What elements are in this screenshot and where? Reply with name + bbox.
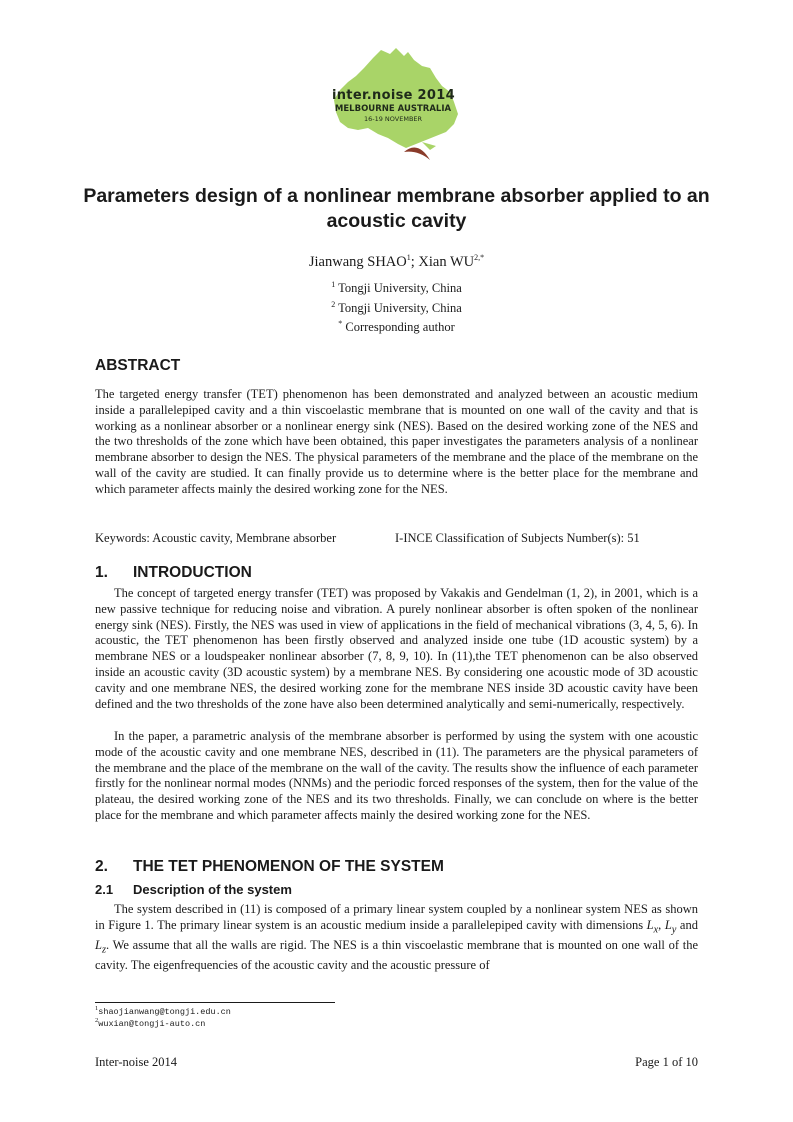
- paragraph: In the paper, a parametric analysis of the membrane absorber is performed by using the system with one acoustic mode of the acoustic cavity and one membrane NES, described in (11). The parameters are the physical parameters of the membrane and the place of the membrane on the wall of the cavity. The results show the influence of each parameter firstly for the nonlinear normal modes (NNMs) and the periodic forced responses of the system, then for the value of the plateau, the desired working zone of the NES and its two thresholds. Finally, we can conclude on where is the better place for the membrane and which parameter affects mainly the desired working zone for the NES.: [95, 729, 698, 822]
- math-symbol: L: [646, 917, 654, 932]
- affiliation-mark: 2: [331, 299, 336, 309]
- affiliation-text: Tongji University, China: [338, 301, 462, 315]
- section-title: INTRODUCTION: [133, 564, 252, 581]
- conference-logo: [318, 44, 468, 166]
- affiliation: [60, 281, 733, 296]
- footnote-mark: 2: [95, 1017, 99, 1025]
- math-subscript: y: [671, 924, 677, 936]
- footnote-divider: [95, 1002, 335, 1003]
- paper-title: Parameters design of a nonlinear membrane absorber applied to an acoustic cavity: [83, 185, 710, 232]
- affiliation: [60, 301, 733, 316]
- paragraph-text: and: [676, 917, 698, 932]
- logo-location: MELBOURNE AUSTRALIA: [334, 104, 452, 114]
- paragraph-text: . We assume that all the walls are rigid. The NES is a thin viscoelastic membrane that is mounted on one wall of the cavity. The eigenfrequencies of the acoustic cavity and the acoustic pressure of: [95, 938, 698, 973]
- section-number: 1.: [95, 564, 108, 581]
- keywords-line: [95, 531, 715, 546]
- logo-dates: 16-19 NOVEMBER: [363, 115, 423, 123]
- math-subscript: x: [653, 924, 659, 936]
- footer-conference: Inter-noise 2014: [95, 1055, 178, 1069]
- author-affiliation-mark: 1: [406, 253, 411, 263]
- paragraph: [95, 902, 698, 974]
- section-heading: [95, 858, 444, 876]
- affiliation: [60, 320, 733, 335]
- section-number: 2.: [95, 858, 108, 875]
- affiliation-text: Corresponding author: [345, 320, 455, 334]
- affiliation-mark: *: [338, 318, 343, 328]
- footer-page-number: Page 1 of 10: [635, 1055, 698, 1069]
- keywords: Keywords: Acoustic cavity, Membrane absorber: [95, 531, 337, 545]
- footnote-email: wuxian@tongji-auto.cn: [98, 1019, 206, 1029]
- subsection-title: Description of the system: [133, 882, 292, 897]
- footnote: [95, 1007, 231, 1017]
- section-title: THE TET PHENOMENON OF THE SYSTEM: [133, 858, 444, 875]
- paragraph-text: ,: [658, 917, 665, 932]
- author-name: Xian WU: [418, 254, 475, 270]
- paragraph-text: The system described in (11) is composed of a primary linear system coupled by a nonlinear system NES as shown in Figure 1. The primary linear system is an acoustic medium inside a parallelepiped cavity with dimensions: [95, 902, 698, 932]
- paragraph: The concept of targeted energy transfer (TET) was proposed by Vakakis and Gendelman (1, 2), in 2001, which is a new passive technique for reducing noise and vibration. A purely nonlinear absorber is often spoken of the nonlinear energy sink (NES). Firstly, the NES was used in view of applications in the field of mechanical vibrations (3, 4, 5, 6). In acoustic, the TET phenomenon has been firstly observed and analyzed inside one tube (1D acoustic system) by a membrane NES or a loudspeaker nonlinear absorber (7, 8, 9, 10). In (11),the TET phenomenon can be also observed inside an acoustic cavity (3D acoustic system) by a membrane NES. By considering one acoustic mode of 3D acoustic cavity and one membrane NES, the desired working zone for the membrane NES inside 3D acoustic cavity have been defined and the two thresholds of the zone have also been determined analytically and semi-numerically, respectively.: [95, 586, 698, 711]
- affiliation-text: Tongji University, China: [338, 281, 462, 295]
- math-subscript: z: [101, 944, 107, 956]
- classification-number: I-INCE Classification of Subjects Number(s): 51: [395, 531, 640, 545]
- footnote: [95, 1019, 205, 1029]
- logo-title: inter.noise 2014: [332, 88, 455, 103]
- affiliation-mark: 1: [331, 279, 336, 289]
- author-separator: ;: [410, 254, 419, 270]
- subsection-number: 2.1: [95, 882, 114, 897]
- author-name: Jianwang SHAO: [308, 254, 407, 270]
- author-line: [60, 254, 733, 271]
- math-symbol: L: [95, 938, 102, 953]
- section-heading: [95, 564, 252, 582]
- footnote-mark: 1: [95, 1005, 99, 1013]
- abstract-heading: ABSTRACT: [95, 357, 181, 374]
- author-affiliation-mark: 2,*: [474, 253, 485, 263]
- footnote-email: shaojianwang@tongji.edu.cn: [98, 1007, 231, 1017]
- subsection-heading: [95, 882, 292, 897]
- math-symbol: L: [664, 917, 672, 932]
- abstract-text: The targeted energy transfer (TET) phenomenon has been demonstrated and analyzed between an acoustic medium inside a parallelepiped cavity and a thin viscoelastic membrane that is mounted on one wall of the cavity and that is working as a nonlinear absorber or a nonlinear energy sink (NES). Based on the desired working zone of the NES and the two thresholds of the zone which have been obtained, this paper investigates the parameters analysis of a nonlinear membrane absorber to design the NES. The physical parameters of the membrane and the place of the membrane on the wall of the cavity are studied. It can finally provide us to determine where is the better place for the membrane and which parameter affects mainly the desired working zone for the NES.: [95, 387, 698, 496]
